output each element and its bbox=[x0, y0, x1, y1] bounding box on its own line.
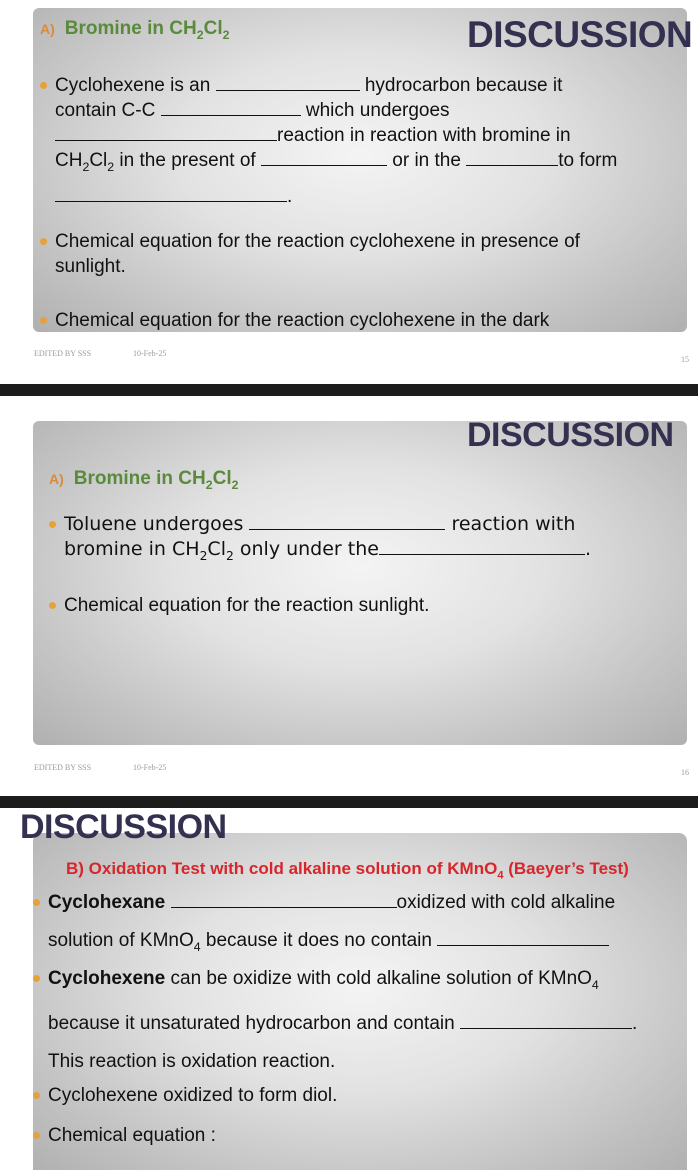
slide-2-bullet-1: Toluene undergoes reaction with bromine in $CH_2Cl_2$ only under the . bbox=[64, 513, 592, 563]
slide-1-bullet-1: Cyclohexene is an hydrocarbon because it contain C-C which undergoes reaction in reaction with bromine in $CH_2Cl_2$ in the present of or in the to form . bbox=[55, 75, 618, 207]
slide-2-footer-author: EDITED BY SSS bbox=[34, 763, 92, 772]
slide-2-section-heading: A) Bromine in $CH_2Cl_2$ bbox=[49, 468, 239, 492]
slide-separator bbox=[0, 796, 698, 808]
bullet-icon bbox=[33, 899, 40, 906]
slide-3-bullet-1: Cyclohexane oxidized with cold alkaline solution of KMnO$_4$ because it does no contain bbox=[48, 892, 616, 954]
slide-1-bullet-2: Chemical equation for the reaction cyclohexene in presence of sunlight. bbox=[55, 231, 580, 277]
slide-3-bullet-2: Cyclohexene can be oxidize with cold alkaline solution of KMnO$_4$ because it unsaturated hydrocarbon and contain . This reaction is oxidation reaction. bbox=[48, 968, 638, 1072]
slide-2 bbox=[0, 396, 698, 796]
slide-3-subtitle: B) Oxidation Test with cold alkaline solution of KMnO$_4$ (Baeyer’s Test) bbox=[66, 859, 629, 882]
slide-2-footer-date: 10-Feb-25 bbox=[133, 763, 167, 772]
slide-1 bbox=[0, 0, 698, 384]
slide-3-title: DISCUSSION bbox=[20, 808, 227, 846]
bullet-icon bbox=[40, 82, 47, 89]
slide-2-page-number: 16 bbox=[681, 768, 689, 777]
slide-3-bullet-4: Chemical equation : bbox=[48, 1125, 216, 1146]
bullet-icon bbox=[49, 521, 56, 528]
slide-1-page-number: 15 bbox=[681, 355, 689, 364]
slide-1-title: DISCUSSION bbox=[467, 14, 693, 55]
slide-2-title: DISCUSSION bbox=[467, 416, 674, 454]
slide-3-bullet-3: Cyclohexene oxidized to form diol. bbox=[48, 1085, 338, 1106]
slide-1-bullet-3: Chemical equation for the reaction cyclohexene in the dark bbox=[55, 310, 550, 331]
bullet-icon bbox=[33, 1092, 40, 1099]
bullet-icon bbox=[33, 975, 40, 982]
slide-1-section-heading: A) Bromine in $CH_2Cl_2$ bbox=[40, 18, 230, 42]
bullet-icon bbox=[49, 602, 56, 609]
bullet-icon bbox=[40, 238, 47, 245]
slide-1-footer-date: 10-Feb-25 bbox=[133, 349, 167, 358]
bullet-icon bbox=[40, 317, 47, 324]
slide-2-bullet-2: Chemical equation for the reaction sunlight. bbox=[64, 595, 430, 616]
slide-separator bbox=[0, 384, 698, 396]
slide-3 bbox=[0, 808, 698, 1170]
bullet-icon bbox=[33, 1132, 40, 1139]
slide-1-footer-author: EDITED BY SSS bbox=[34, 349, 92, 358]
